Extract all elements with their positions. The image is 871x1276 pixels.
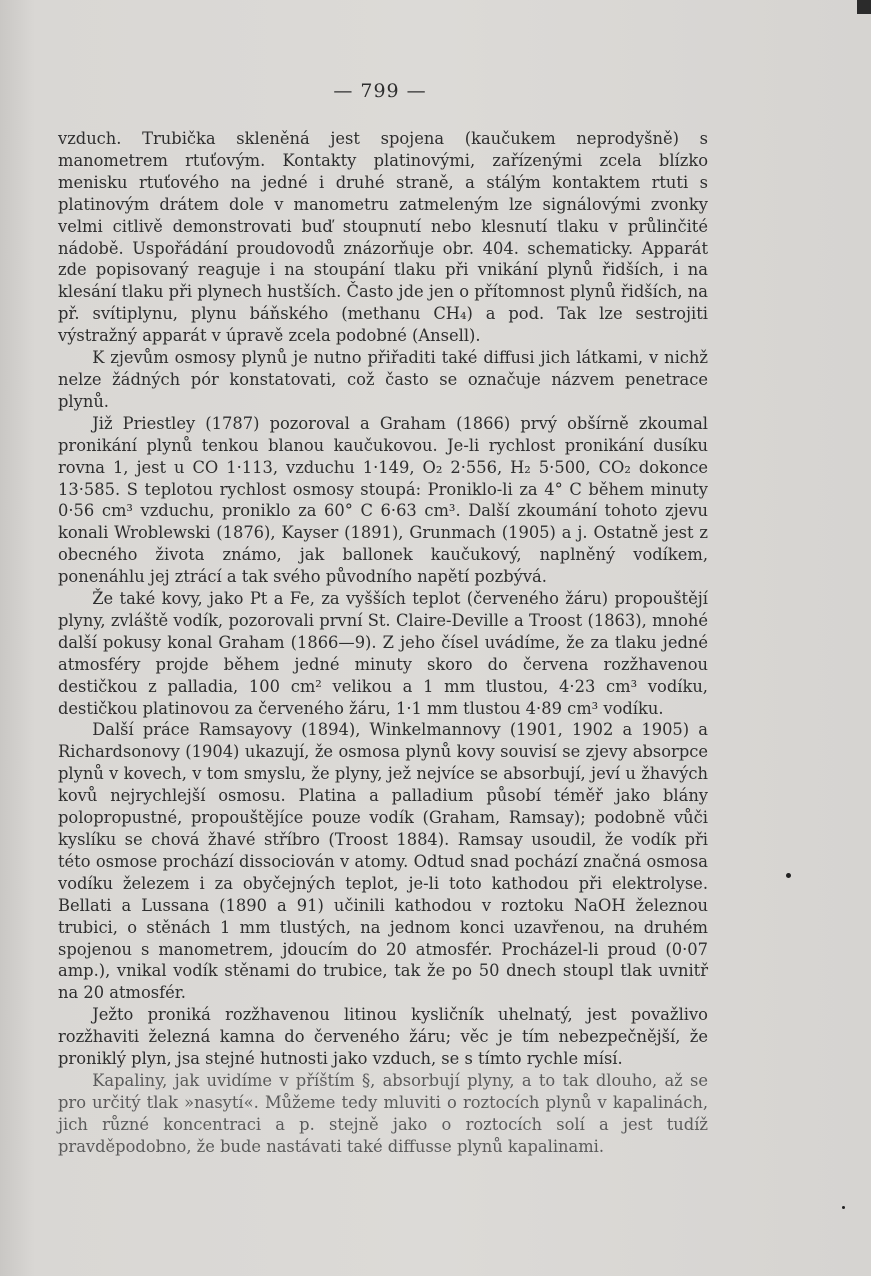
paragraph-4: Že také kovy, jako Pt a Fe, za vyšších teplot (červeného žáru) propouštějí plyny, zvláště vodík, pozorovali první St. Claire-Deville a Troost (1863), mnohé další pokusy konal Graham (1866—9). Z jeho čísel uvádíme, že za tlaku jedné atmosféry projde během jedné minuty skoro do červena rozžhavenou destičkou z palladia, 100 cm² velikou a 1 mm tlustou, 4·23 cm³ vodíku, destičkou platinovou za červeného žáru, 1·1 mm tlustou 4·89 cm³ vodíku. [58,589,708,718]
page-number: — 799 — [333,80,427,102]
paragraph-1: vzduch. Trubička skleněná jest spojena (kaučukem neprodyšně) s manometrem rtuťovým. Kontakty platinovými, zařízenými zcela blízko menisku rtuťového na jedné i druhé straně, a stálým kontaktem rtuti s platinovým drátem dole v manometru zatmeleným lze signálovými zvonky velmi citlivě demonstrovati buď stoupnutí nebo klesnutí tlaku v průlinčité nádobě. Uspořádání proudovodů znázorňuje obr. 404. schematicky. Apparát zde popisovaný reaguje i na stoupání tlaku při vnikání plynů řidších, i na klesání tlaku při plynech hustších. Často jde jen o přítomnost plynů řidších, na př. svítiplynu, plynu báňského (methanu CH₄) a pod. Tak lze sestrojiti výstražný apparát v úpravě zcela podobné (Ansell). [58,129,708,346]
paragraph-5: Další práce Ramsayovy (1894), Winkelmannovy (1901, 1902 a 1905) a Richardsonovy (1904) ukazují, že osmosa plynů kovy souvisí se zjevy absorpce plynů v kovech, v tom smyslu, že plyny, jež nejvíce se absorbují, jeví u žhavých kovů nejrychlejší osmosu. Platina a palladium působí téměř jako blány polopropustné, propouštějíce pouze vodík (Graham, Ramsay); podobně vůči kyslíku se chová žhavé stříbro (Troost 1884). Ramsay usoudil, že vodík při této osmose prochází dissociován v atomy. Odtud snad pochází značná osmosa vodíku železem i za obyčejných teplot, je-li toto kathodou při elektrolyse. Bellati a Lussana (1890 a 91) učinili kathodou v roztoku NaOH železnou trubici, o stěnách 1 mm tlustých, na jednom konci uzavřenou, na druhém spojenou s manometrem, jdoucím do 20 atmosfér. Procházel-li proud (0·07 amp.), vnikal vodík stěnami do trubice, tak že po 50 dnech stoupl tlak uvnitř na 20 atmosfér. [58,720,708,1003]
page-corner-mark [857,0,871,14]
paragraph-6: Ježto proniká rozžhavenou litinou kysličník uhelnatý, jest považlivo rozžhaviti železná kamna do červeného žáru; věc je tím nebezpečnější, že proniklý plyn, jsa stejné hutnosti jako vzduch, se s tímto rychle mísí. [58,1005,708,1069]
ink-speck [842,1206,845,1209]
paragraph-3: Již Priestley (1787) pozoroval a Graham (1866) prvý obšírně zkoumal pronikání plynů tenkou blanou kaučukovou. Je-li rychlost pronikání dusíku rovna 1, jest u CO 1·113, vzduchu 1·149, O₂ 2·556, H₂ 5·500, CO₂ dokonce 13·585. S teplotou rychlost osmosy stoupá: Proniklo-li za 4° C během minuty 0·56 cm³ vzduchu, proniklo za 60° C 6·63 cm³. Další zkoumání tohoto zjevu konali Wroblewski (1876), Kayser (1891), Grunmach (1905) a j. Ostatně jest z obecného života známo, jak ballonek kaučukový, naplněný vodíkem, ponenáhlu jej ztrácí a tak svého původního napětí pozbývá. [58,413,708,587]
ink-speck [786,873,791,878]
paragraph-7: Kapaliny, jak uvidíme v příštím §, absorbují plyny, a to tak dlouho, až se pro určitý tlak »nasytí«. Můžeme tedy mluviti o roztocích plynů v kapalinách, jich různé koncentraci a p. stejně jako o roztocích solí a jest tudíž pravděpodobno, že bude nastávati také diffusse plynů kapalinami. [58,1070,708,1156]
body-text [58,128,708,1158]
paragraph-2: K zjevům osmosy plynů je nutno přiřaditi také diffusi jich látkami, v nichž nelze žádných pór konstatovati, což často se označuje názvem penetrace plynů. [58,348,708,411]
